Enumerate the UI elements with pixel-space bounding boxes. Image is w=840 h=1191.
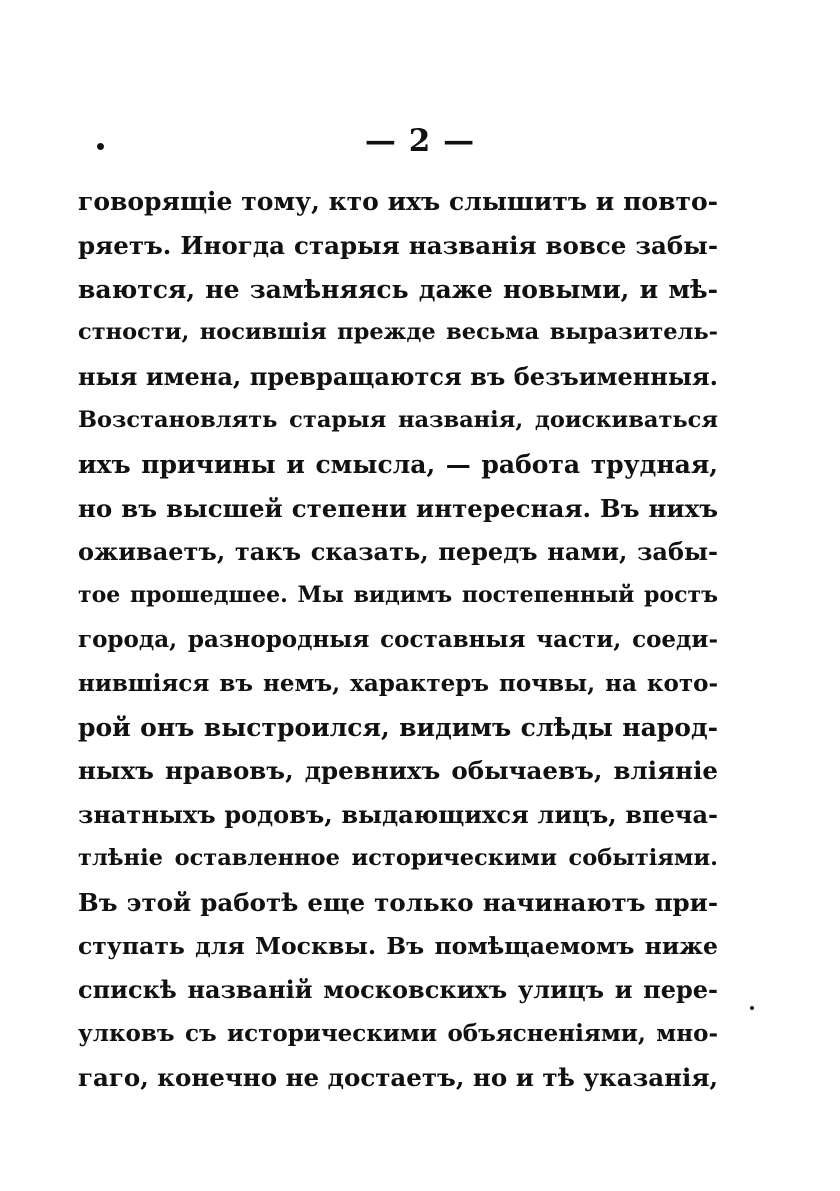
text-line: ступать для Москвы. Въ помѣщаемомъ ниже	[78, 931, 718, 960]
text-line: но въ высшей степени интересная. Въ нихъ	[78, 493, 718, 523]
text-line: тое прошедшее. Мы видимъ постепенный ростъ	[78, 582, 718, 609]
text-line: говорящіе тому, кто ихъ слышитъ и повто-	[78, 187, 718, 216]
text-line: тлѣніе оставленное историческими событіями.	[78, 844, 718, 871]
text-line: ныя имена, превращаются въ безъименныя.	[78, 362, 718, 392]
text-line: ваются, не замѣняясь даже новыми, и мѣ-	[78, 274, 718, 304]
text-line: оживаетъ, такъ сказать, передъ нами, забы-	[78, 537, 718, 567]
text-line: Возстановлять старыя названія, доискиваться	[78, 406, 718, 433]
text-line: Въ этой работѣ еще только начинаютъ при-	[78, 887, 718, 917]
text-line: ихъ причины и смысла, — работа трудная,	[78, 449, 718, 479]
text-line: гаго, конечно не достаетъ, но и тѣ указанія,	[78, 1062, 718, 1092]
body-paragraph	[78, 180, 718, 1100]
text-line: ныхъ нравовъ, древнихъ обычаевъ, вліяніе	[78, 756, 718, 786]
text-line: стности, носившія прежде весьма выразитель-	[78, 319, 718, 346]
text-line: рой онъ выстроился, видимъ слѣды народ-	[78, 712, 718, 742]
page-number: — 2 —	[364, 123, 476, 159]
text-line: города, разнородныя составныя части, соеди-	[78, 625, 718, 653]
text-line: знатныхъ родовъ, выдающихся лицъ, впеча-	[78, 800, 718, 830]
print-speck	[750, 1006, 754, 1010]
text-line: ряетъ. Иногда старыя названія вовсе забы-	[78, 230, 718, 260]
text-line: спискѣ названій московскихъ улицъ и пере-	[78, 975, 718, 1005]
text-line: улковъ съ историческими объясненіями, мно-	[78, 1020, 718, 1048]
text-line: нившіяся въ немъ, характеръ почвы, на кото-	[78, 669, 718, 697]
